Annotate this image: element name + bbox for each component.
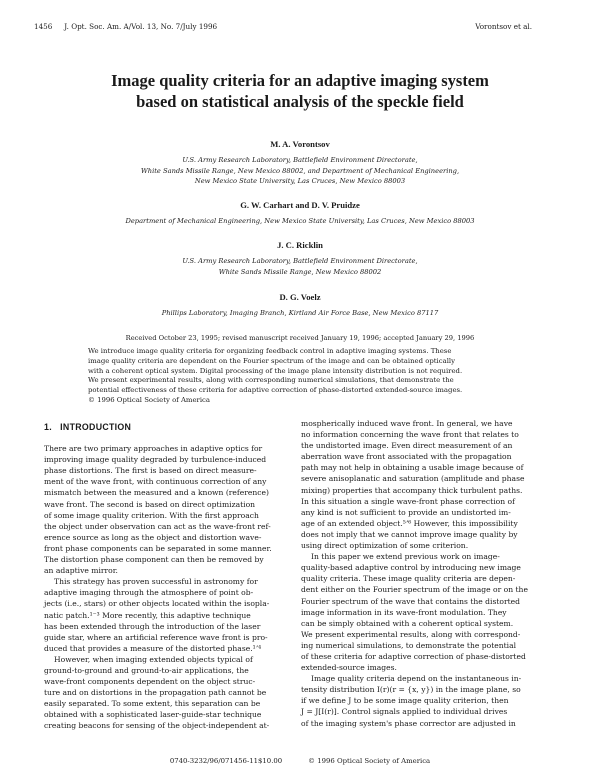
author-block-4 [0,292,600,319]
text-line: image information in its wave-front modulation. They [301,607,507,617]
text-line: can be simply obtained with a coherent optical system. [301,618,514,628]
abstract-line: © 1996 Optical Society of America [88,395,211,404]
text-line: of the imaging system's phase corrector are adjusted in [301,718,516,728]
text-line: Fourier spectrum of the wave that contains the distorted [301,596,521,606]
text-line: Image quality criteria depend on the instantaneous in- [311,674,522,684]
text-line: ture and on distortions in the propagation path cannot be [44,688,267,698]
text-line: In this situation a single wave-front phase correction of [301,496,515,506]
author-block-3 [0,240,600,277]
text-line: of these criteria for adaptive correction of phase-distorted [301,651,526,661]
text-line: erence source as long as the object and distortion wave- [44,532,262,542]
text-line: using direct optimization of some criterion. [301,541,469,551]
section-heading [44,422,288,433]
author-name: G. W. Carhart and D. V. Pruidze [240,200,360,210]
affiliation-line: White Sands Missile Range, New Mexico 88002, and Department of Mechanical Engineering, [140,166,460,175]
text-line: extended-source images. [301,663,397,673]
text-line: any kind is not sufficient to provide an undistorted im- [301,507,511,517]
text-line: front phase components can be separated in some manner. [44,543,272,553]
text-line: creating beacons for sensing of the object-independent at- [44,721,270,731]
text-line: the undistorted image. Even direct measurement of an [301,441,513,451]
running-header-left [34,22,217,31]
text-line: ing numerical simulations, to demonstrate the potential [301,640,517,650]
text-line: mismatch between the measured and a known (reference) [44,488,269,498]
text-line: age of an extended object.⁵ʼ⁶ However, this impossibility [301,518,518,528]
affiliation-line: White Sands Missile Range, New Mexico 88002 [218,267,382,276]
paper-title [0,70,600,112]
abstract [88,347,516,406]
section-number: 1. [44,422,52,432]
text-line: obtained with a sophisticated laser-guide-star technique [44,710,262,720]
abstract-line: with a coherent optical system. Digital processing of the image plane intensity distribution is not required. [88,366,463,375]
text-line: path may not help in obtaining a usable image because of [301,463,524,473]
author-affiliation [0,308,600,319]
journal-citation: J. Opt. Soc. Am. A/Vol. 13, No. 7/July 1996 [64,22,218,31]
text-line: no information concerning the wave front that relates to [301,430,519,440]
text-line: easily separated. To some extent, this separation can be [44,699,261,709]
text-line: wave-front components dependent on the object struc- [44,677,256,687]
left-column [44,418,288,732]
text-line: has been extended through the introduction of the laser [44,621,261,631]
text-line: phase distortions. The first is based on direct measure- [44,466,257,476]
text-line: There are two primary approaches in adaptive optics for [44,444,263,454]
right-column [301,418,545,729]
abstract-line: We present experimental results, along with corresponding numerical simulations, that demonstrate the [88,376,454,385]
abstract-line: potential effectiveness of these criteria for adaptive correction of phase-distorted extended-source images. [88,386,463,395]
received-dates: Received October 23, 1995; revised manuscript received January 19, 1996; accepted January 29, 1996 [125,334,475,342]
text-line: In this paper we extend previous work on image- [311,552,500,562]
text-line: ground-to-ground and ground-to-air applications, the [44,665,249,675]
author-affiliation [0,256,600,277]
text-line: adaptive imaging through the atmosphere of point ob- [44,588,254,598]
affiliation-line: Phillips Laboratory, Imaging Branch, Kirtland Air Force Base, New Mexico 87117 [161,309,439,317]
text-line: mixing) properties that accompany thick turbulent paths. [301,485,523,495]
author-name: M. A. Vorontsov [270,139,330,149]
text-line: However, when imaging extended objects typical of [54,654,253,664]
text-line: if we define J to be some image quality criterion, then [301,696,509,706]
text-line: the object under observation can act as the wave-front ref- [44,521,271,531]
section-title: INTRODUCTION [60,422,132,432]
text-line: wave front. The second is based on direct optimization [44,499,256,509]
author-affiliation [0,155,600,187]
abstract-line: We introduce image quality criteria for organizing feedback control in adaptive imaging systems. These [88,347,452,355]
text-line: quality criteria. These image quality criteria are depen- [301,574,516,584]
text-line: aberration wave front associated with the propagation [301,452,512,462]
text-line: improving image quality degraded by turbulence-induced [44,455,267,465]
text-line: The distortion phase component can then be removed by [44,555,264,565]
abstract-line: image quality criteria are dependent on the Fourier spectrum of the image and can be obtained optically [88,356,455,365]
text-line: tensity distribution I(r)(r = {x, y}) in the image plane, so [301,685,521,695]
text-line: does not imply that we cannot improve image quality by [301,529,518,539]
author-block-1 [0,139,600,187]
text-line: natic patch.¹⁻³ More recently, this adaptive technique [44,610,251,620]
text-line: mospherically induced wave front. In general, we have [301,419,513,428]
text-line: This strategy has proven successful in astronomy for [54,577,258,587]
page-number: 1456 [34,22,53,31]
text-line: of some image quality criterion. With the first approach [44,510,259,520]
text-line: guide star, where an artificial reference wave front is pro- [44,632,268,642]
article-code: 0740-3232/96/071456-11$10.00 [169,757,283,765]
affiliation-line: New Mexico State University, Las Cruces, New Mexico 88003 [194,177,406,185]
affiliation-line: Department of Mechanical Engineering, New Mexico State University, Las Cruces, New Mexico 88003 [125,217,475,225]
page-footer [0,757,600,765]
affiliation-line: U.S. Army Research Laboratory, Battlefield Environment Directorate, [182,257,418,265]
title-line: Image quality criteria for an adaptive imaging system [111,71,489,90]
title-line: based on statistical analysis of the speckle field [136,92,464,111]
left-column-body [44,443,288,731]
affiliation-line: U.S. Army Research Laboratory, Battlefield Environment Directorate, [182,156,418,164]
text-line: dent either on the Fourier spectrum of the image or on the [301,585,528,595]
text-line: jects (i.e., stars) or other objects located within the isopla- [44,599,270,609]
text-line: severe anisoplanatic and saturation (amplitude and phase [301,474,525,484]
author-name: D. G. Voelz [279,292,321,302]
text-line: J = J[I(r)]. Control signals applied to individual drives [301,707,508,717]
text-line: We present experimental results, along with correspond- [301,629,521,639]
author-affiliation [0,216,600,227]
text-line: quality-based adaptive control by introducing new image [301,563,521,573]
right-column-body [301,418,545,729]
author-name: J. C. Ricklin [277,240,323,250]
text-line: ment of the wave front, with continuous correction of any [44,477,267,487]
footer-copyright: © 1996 Optical Society of America [308,757,431,765]
text-line: an adaptive mirror. [44,566,118,576]
running-author: Vorontsov et al. [475,22,532,31]
text-line: duced that provides a measure of the distorted phase.¹ʼ⁴ [44,643,262,653]
author-block-2 [0,200,600,227]
